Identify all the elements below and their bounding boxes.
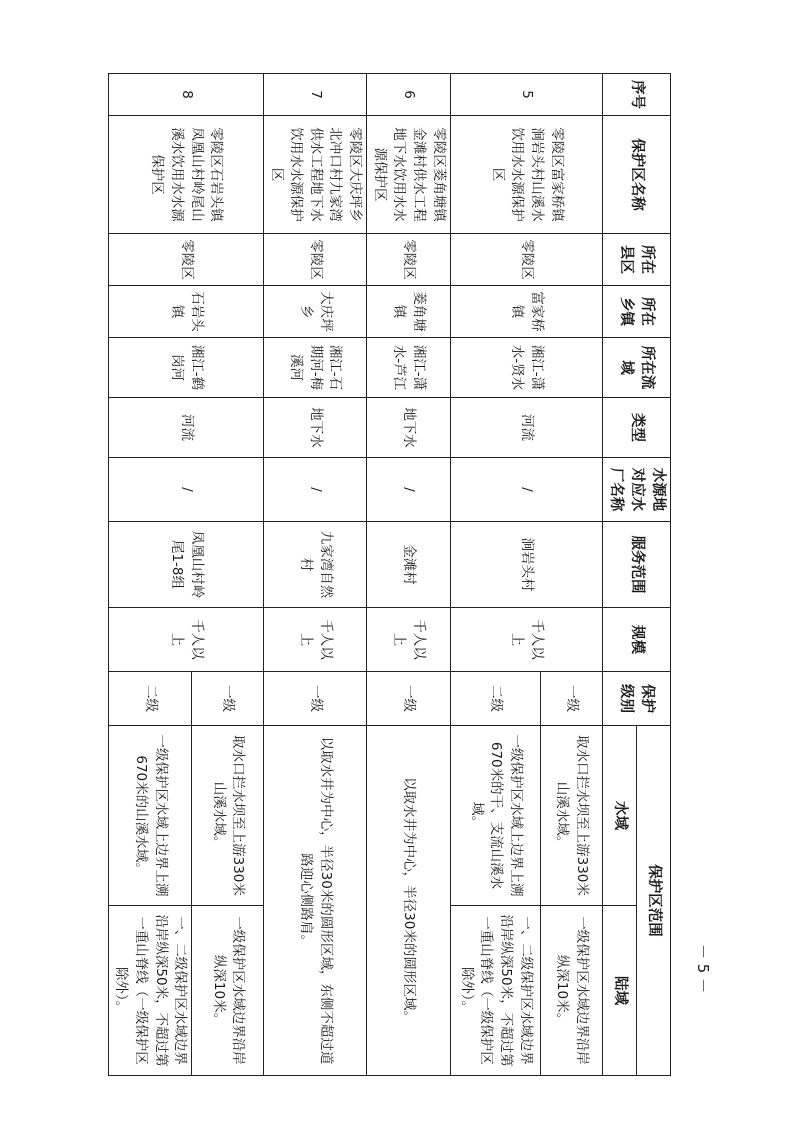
row-name: 零陵区大庆坪乡北冲口村九家湾供水工程地下水饮用水水源保护区 bbox=[264, 116, 367, 234]
row-county: 零陵区 bbox=[366, 234, 450, 286]
row-type: 地下水 bbox=[366, 398, 450, 458]
row-service: 涧岩头村 bbox=[450, 522, 602, 608]
row-type: 河流 bbox=[450, 398, 602, 458]
table-row bbox=[192, 74, 264, 1076]
row-scope-merged: 以取水井为中心，半径30米的圆形区域，东侧不超过道路迎心侧路肩。 bbox=[264, 726, 367, 1076]
row-name: 零陵区石岩头镇凤凰山村岭尾山溪水饮用水水源保护区 bbox=[108, 116, 263, 234]
row-land: 一、二级保护区水域边界沿岸纵深50米，不超过第一重山脊线（一级保护区除外）。 bbox=[108, 906, 191, 1076]
row-name: 零陵区富家桥镇涧岩头村山溪水饮用水水源保护区 bbox=[450, 116, 602, 234]
header-name: 保护区名称 bbox=[602, 116, 670, 234]
header-seq: 序号 bbox=[602, 74, 670, 116]
table-row bbox=[366, 74, 450, 1076]
header-county: 所在县区 bbox=[602, 234, 670, 286]
row-basin: 湘江-潇水-芦江 bbox=[366, 338, 450, 398]
row-town: 富家桥镇 bbox=[450, 286, 602, 338]
row-seq: 7 bbox=[264, 74, 367, 116]
row-scale: 千人以上 bbox=[108, 608, 263, 672]
row-level: 一级 bbox=[366, 672, 450, 726]
header-town: 所在乡镇 bbox=[602, 286, 670, 338]
row-basin: 湘江-潇水-贤水 bbox=[450, 338, 602, 398]
row-plant: / bbox=[366, 458, 450, 522]
row-town: 石岩头镇 bbox=[108, 286, 263, 338]
header-water: 水域 bbox=[602, 726, 636, 906]
table-row bbox=[264, 74, 367, 1076]
row-county: 零陵区 bbox=[264, 234, 367, 286]
row-seq: 5 bbox=[450, 74, 602, 116]
page-number: － 5 － bbox=[694, 944, 712, 994]
row-county: 零陵区 bbox=[108, 234, 263, 286]
row-level: 二级 bbox=[450, 672, 540, 726]
row-basin: 湘江-石期河-梅溪河 bbox=[264, 338, 367, 398]
row-town: 菱角塘镇 bbox=[366, 286, 450, 338]
row-scale: 千人以上 bbox=[264, 608, 367, 672]
row-level: 一级 bbox=[192, 672, 264, 726]
row-scale: 千人以上 bbox=[450, 608, 602, 672]
row-plant: / bbox=[450, 458, 602, 522]
row-plant: / bbox=[264, 458, 367, 522]
table-row bbox=[540, 74, 602, 1076]
row-plant: / bbox=[108, 458, 263, 522]
row-type: 河流 bbox=[108, 398, 263, 458]
row-level: 二级 bbox=[108, 672, 191, 726]
protection-zone-table bbox=[108, 73, 671, 1076]
header-service: 服务范围 bbox=[602, 522, 670, 608]
header-basin: 所在流域 bbox=[602, 338, 670, 398]
row-type: 地下水 bbox=[264, 398, 367, 458]
row-land: 一、二级保护区水域边界沿岸纵深50米，不超过第一重山脊线（一级保护区除外）。 bbox=[450, 906, 540, 1076]
row-town: 大庆坪乡 bbox=[264, 286, 367, 338]
row-basin: 湘江-鹤岗河 bbox=[108, 338, 263, 398]
row-water: 一级保护区水域上边界上溯670米的干、支流山溪水域。 bbox=[450, 726, 540, 906]
rotated-table-container bbox=[113, 73, 671, 1075]
row-seq: 6 bbox=[366, 74, 450, 116]
row-service: 金滩村 bbox=[366, 522, 450, 608]
header-type: 类型 bbox=[602, 398, 670, 458]
header-plant: 水源地对应水厂名称 bbox=[602, 458, 670, 522]
row-seq: 8 bbox=[108, 74, 263, 116]
row-land: 一级保护区水域边界沿岸纵深10米。 bbox=[192, 906, 264, 1076]
header-scale: 规模 bbox=[602, 608, 670, 672]
header-level: 保护级别 bbox=[602, 672, 670, 726]
header-scope: 保护区范围 bbox=[636, 726, 670, 1076]
row-water: 一级保护区水域上边界上溯670米的山溪水域。 bbox=[108, 726, 191, 906]
row-county: 零陵区 bbox=[450, 234, 602, 286]
row-water: 取水口拦水坝至上游330米山溪水域。 bbox=[192, 726, 264, 906]
row-land: 一级保护区水域边界沿岸纵深10米。 bbox=[540, 906, 602, 1076]
row-name: 零陵区菱角塘镇金滩村供水工程地下水饮用水水源保护区 bbox=[366, 116, 450, 234]
header-row-1 bbox=[636, 74, 670, 1076]
row-scope-merged: 以取水井为中心，半径30米的圆形区域。 bbox=[366, 726, 450, 1076]
row-level: 一级 bbox=[264, 672, 367, 726]
row-water: 取水口拦水坝至上游330米山溪水域。 bbox=[540, 726, 602, 906]
header-land: 陆域 bbox=[602, 906, 636, 1076]
row-level: 一级 bbox=[540, 672, 602, 726]
row-service: 凤凰山村岭尾1-8组 bbox=[108, 522, 263, 608]
row-scale: 千人以上 bbox=[366, 608, 450, 672]
row-service: 九家湾自然村 bbox=[264, 522, 367, 608]
